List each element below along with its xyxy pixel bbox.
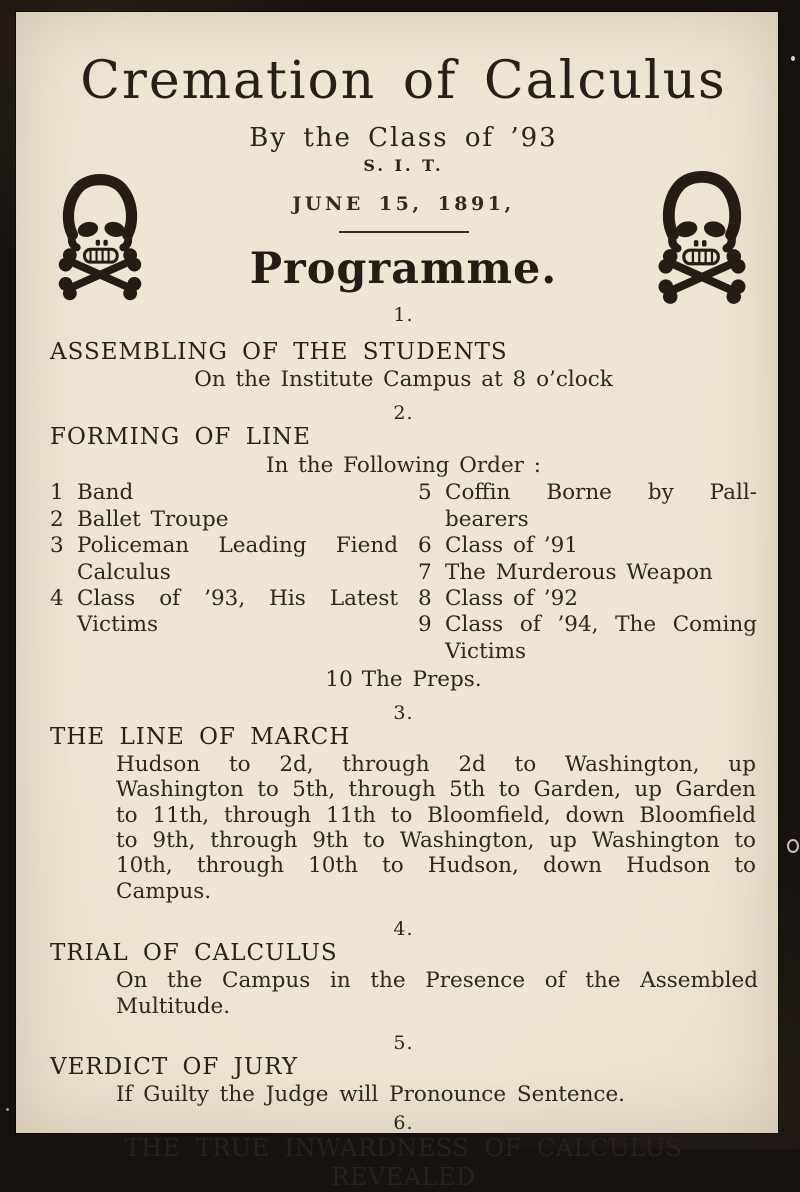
order-item [50, 533, 398, 586]
order-intro: In the Following Order : [265, 453, 542, 479]
order-item-number: 8 [418, 586, 432, 612]
order-item [50, 586, 398, 639]
order-item [418, 533, 757, 559]
section-line-of-march [50, 702, 757, 904]
order-item-label: The Preps. [361, 667, 482, 693]
document-page [16, 12, 778, 1191]
order-item-number: 3 [50, 533, 64, 559]
order-item-label: Ballet Troupe [77, 506, 229, 532]
date-line: JUNE 15, 1891, [292, 193, 515, 216]
order-item-label: Band [77, 480, 134, 506]
section-verdict [50, 1032, 757, 1108]
order-item-number: 5 [418, 480, 432, 506]
section-number: 1. [393, 303, 414, 326]
order-item-number: 9 [418, 612, 432, 638]
section-number: 3. [393, 702, 414, 725]
order-item-label: Class of ’94, The Coming Victims [445, 612, 757, 664]
skull-crossbones-icon-right [643, 154, 761, 310]
section-detail: On the Campus in the Presence of the Assembled Multitude. [116, 967, 758, 1019]
order-item [418, 612, 757, 665]
section-detail: If Guilty the Judge will Pronounce Sentence. [116, 1081, 626, 1107]
section-assembling [50, 304, 757, 394]
section-heading: TRIAL OF CALCULUS [50, 940, 338, 967]
order-item [418, 560, 757, 586]
dust-speck [6, 1108, 9, 1111]
section-inwardness-revealed [50, 1112, 757, 1192]
section-number: 4. [393, 918, 414, 941]
section-trial [50, 918, 757, 1020]
order-item-label: Policeman Leading Fiend Calculus [77, 533, 398, 585]
section-heading: THE LINE OF MARCH [50, 724, 351, 751]
institution-abbrev: S. I. T. [363, 156, 444, 176]
order-item-label: Class of ’92 [445, 586, 578, 612]
order-column-right [418, 480, 757, 665]
order-item [418, 480, 757, 533]
section-heading: FORMING OF LINE [50, 424, 311, 451]
dust-speck [791, 56, 795, 61]
order-item-number: 4 [50, 586, 64, 612]
order-column-left [50, 480, 398, 665]
order-item-last [50, 667, 757, 692]
divider-rule [339, 231, 469, 233]
order-item [418, 586, 757, 612]
order-item [50, 507, 398, 533]
order-item-label: Coffin Borne by Pall-bearers [445, 480, 757, 532]
order-item-number: 6 [418, 533, 432, 559]
section-forming-of-line [50, 402, 757, 692]
section-number: 2. [393, 402, 414, 425]
section-heading: VERDICT OF JURY [50, 1054, 299, 1081]
order-item-number: 1 [50, 480, 64, 506]
section-detail: Hudson to 2d, through 2d to Washington, up Washington to 5th, through 5th to Garden, up Garden to 11th, through 11th to Bloomfield, down Bloomfield to 9th, through 9th to Washington, up Washington to 10th, through 10th to Hudson, down Hudson to Campus. [116, 751, 756, 904]
section-number: 5. [393, 1032, 414, 1055]
section-heading: THE TRUE INWARDNESS OF CALCULUS REVEALED [124, 1133, 683, 1191]
section-heading: ASSEMBLING OF THE STUDENTS [50, 338, 508, 365]
order-item-number: 10 [325, 667, 353, 693]
marching-order-list [50, 480, 757, 665]
document-title: Cremation of Calculus [80, 51, 727, 111]
section-number: 6. [393, 1111, 414, 1134]
skull-crossbones-icon-left [44, 158, 156, 306]
order-item-number: 7 [418, 559, 432, 585]
order-item-label: Class of ’91 [445, 533, 578, 559]
order-item-label: Class of ’93, His Latest Victims [77, 586, 398, 638]
byline: By the Class of ’93 [249, 123, 558, 154]
order-item [50, 480, 398, 506]
programme-heading: Programme. [249, 244, 558, 295]
section-detail: On the Institute Campus at 8 o’clock [194, 367, 613, 393]
dust-speck [787, 839, 799, 853]
order-item-label: The Murderous Weapon [445, 559, 713, 585]
order-item-number: 2 [50, 506, 64, 532]
